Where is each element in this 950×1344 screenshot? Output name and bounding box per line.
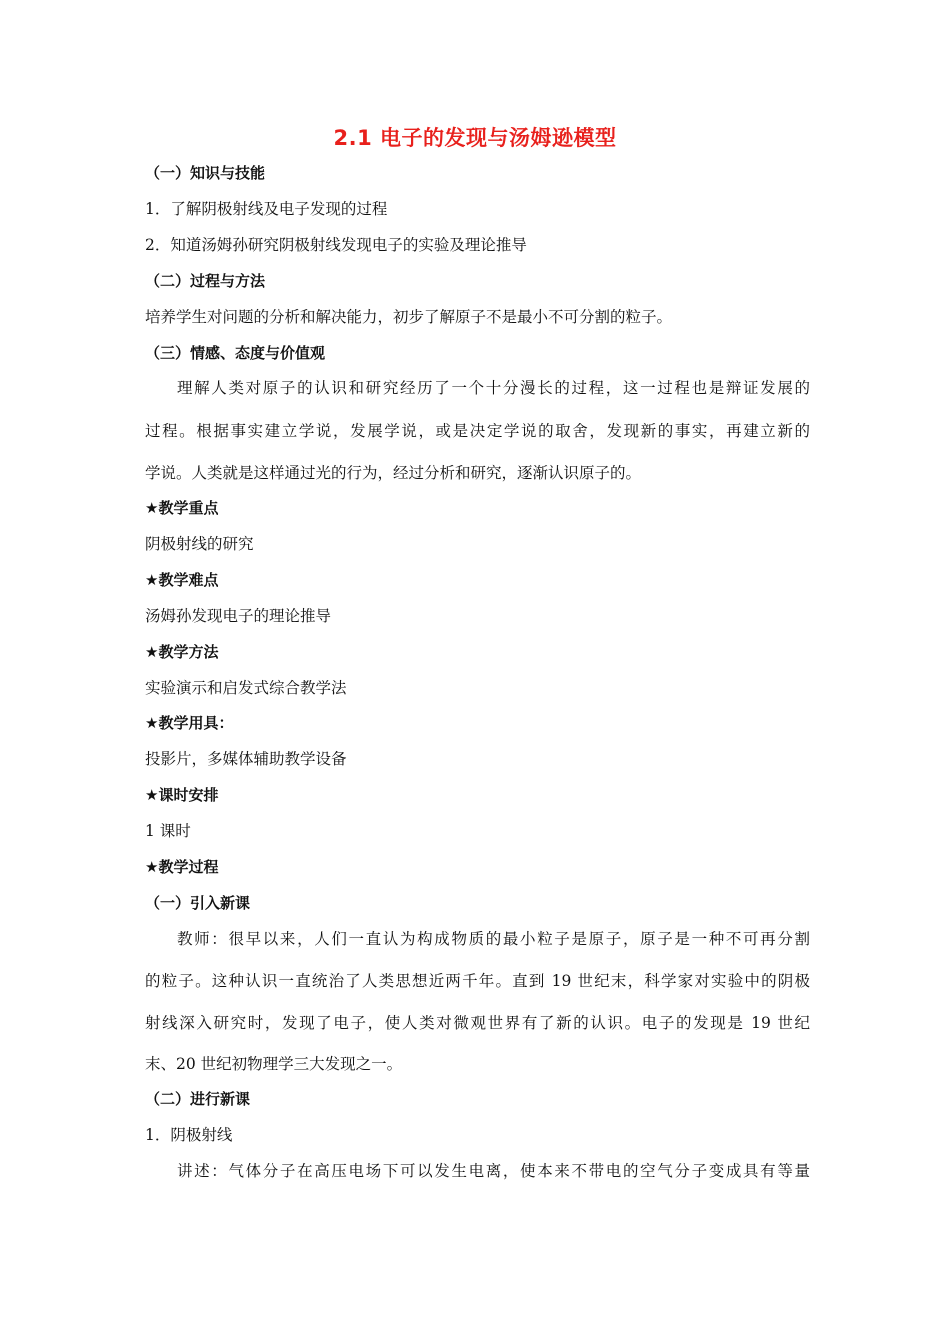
section-heading-method: ★教学方法 <box>145 643 219 661</box>
section-heading-difficulties: ★教学难点 <box>145 571 219 589</box>
paragraph: 阴极射线的研究 <box>145 535 254 553</box>
paragraph-line: 学说。人类就是这样通过光的行为，经过分析和研究，逐渐认识原子的。 <box>145 464 642 482</box>
list-item: 1．阴极射线 <box>145 1126 233 1144</box>
section-heading-schedule: ★课时安排 <box>145 786 219 804</box>
page-title: 2.1 电子的发现与汤姆逊模型 <box>333 126 617 150</box>
list-item: 2．知道汤姆孙研究阴极射线发现电子的实验及理论推导 <box>145 236 527 254</box>
paragraph: 投影片，多媒体辅助教学设备 <box>145 750 347 768</box>
section-heading-knowledge: （一）知识与技能 <box>145 164 266 182</box>
paragraph-line: 射线深入研究时，发现了电子，使人类对微观世界有了新的认识。电子的发现是 19 世纪 <box>145 1014 810 1032</box>
paragraph-line: 教师：很早以来，人们一直认为构成物质的最小粒子是原子，原子是一种不可再分割 <box>177 930 810 948</box>
list-item: 1．了解阴极射线及电子发现的过程 <box>145 200 388 218</box>
section-heading-tools: ★教学用具： <box>145 714 234 732</box>
section-heading-teaching-process: ★教学过程 <box>145 858 219 876</box>
section-heading-emotion: （三）情感、态度与价值观 <box>145 344 326 362</box>
section-heading-key-points: ★教学重点 <box>145 499 219 517</box>
subsection-heading-intro: （一）引入新课 <box>145 894 251 912</box>
paragraph-line: 末、20 世纪初物理学三大发现之一。 <box>145 1055 403 1073</box>
paragraph-line: 理解人类对原子的认识和研究经历了一个十分漫长的过程，这一过程也是辩证发展的 <box>177 379 810 397</box>
subsection-heading-new-lesson: （二）进行新课 <box>145 1090 251 1108</box>
paragraph-line: 讲述：气体分子在高压电场下可以发生电离，使本来不带电的空气分子变成具有等量 <box>177 1162 810 1180</box>
paragraph: 1 课时 <box>145 822 191 840</box>
paragraph: 汤姆孙发现电子的理论推导 <box>145 607 332 625</box>
paragraph-line: 的粒子。这种认识一直统治了人类思想近两千年。直到 19 世纪末，科学家对实验中的阴极 <box>145 972 810 990</box>
paragraph: 实验演示和启发式综合教学法 <box>145 679 347 697</box>
section-heading-process: （二）过程与方法 <box>145 272 266 290</box>
paragraph: 培养学生对问题的分析和解决能力，初步了解原子不是最小不可分割的粒子。 <box>145 308 673 326</box>
paragraph-line: 过程。根据事实建立学说，发展学说，或是决定学说的取舍，发现新的事实，再建立新的 <box>145 422 810 440</box>
